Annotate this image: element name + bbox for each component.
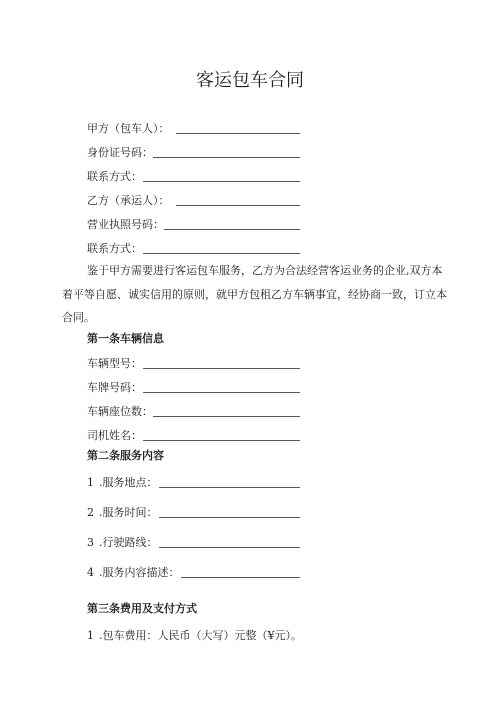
service-time-label: .服务时间： — [99, 506, 158, 519]
party-a-label: 甲方（包车人）： — [87, 122, 170, 135]
service-description-blank[interactable] — [181, 577, 300, 578]
intro-paragraph: 鉴于甲方需要进行客运包车服务，乙方为合法经营客运业务的企业,双方本着平等自愿、诚实信用的原则，就甲方包租乙方车辆事宜，经协商一致，订立本合同。 — [62, 264, 447, 324]
plate-number-label: 车牌号码： — [87, 381, 142, 394]
driver-name-blank[interactable] — [143, 440, 300, 441]
list-item-number: 4 — [87, 566, 94, 579]
vehicle-model-blank[interactable] — [143, 368, 300, 369]
service-time-blank[interactable] — [159, 517, 300, 518]
document-title: 客运包车合同 — [196, 70, 304, 91]
seat-count-label: 车辆座位数： — [87, 405, 153, 418]
list-item-number: 1 — [87, 629, 94, 642]
list-item-number: 3 — [87, 536, 94, 549]
route-blank[interactable] — [159, 547, 300, 548]
service-description-label: .服务内容描述： — [99, 566, 180, 579]
party-a-contact-label: 联系方式： — [87, 170, 142, 183]
party-a-blank[interactable] — [176, 133, 300, 134]
party-b-blank[interactable] — [176, 205, 300, 206]
driver-name-label: 司机姓名： — [87, 429, 142, 442]
list-item-number: 2 — [87, 506, 94, 519]
service-location-label: .服务地点： — [99, 476, 158, 489]
party-b-label: 乙方（承运人）： — [87, 194, 170, 207]
plate-number-blank[interactable] — [143, 392, 300, 393]
party-a-contact-blank[interactable] — [143, 181, 300, 182]
license-number-label: 营业执照号码： — [87, 218, 164, 231]
id-number-label: 身份证号码： — [87, 146, 153, 159]
section3-heading: 第三条费用及支付方式 — [87, 602, 197, 615]
id-number-blank[interactable] — [153, 157, 300, 158]
vehicle-model-label: 车辆型号： — [87, 357, 142, 370]
service-location-blank[interactable] — [159, 487, 300, 488]
section2-heading: 第二条服务内容 — [87, 449, 164, 462]
charter-fee-text: .包车费用：人民币（大写）元整（¥元）。 — [99, 629, 302, 642]
section1-heading: 第一条车辆信息 — [87, 332, 164, 345]
list-item-number: 1 — [87, 476, 94, 489]
seat-count-blank[interactable] — [153, 416, 300, 417]
license-number-blank[interactable] — [164, 229, 300, 230]
party-b-contact-blank[interactable] — [143, 253, 300, 254]
route-label: .行驶路线： — [99, 536, 158, 549]
party-b-contact-label: 联系方式： — [87, 242, 142, 255]
